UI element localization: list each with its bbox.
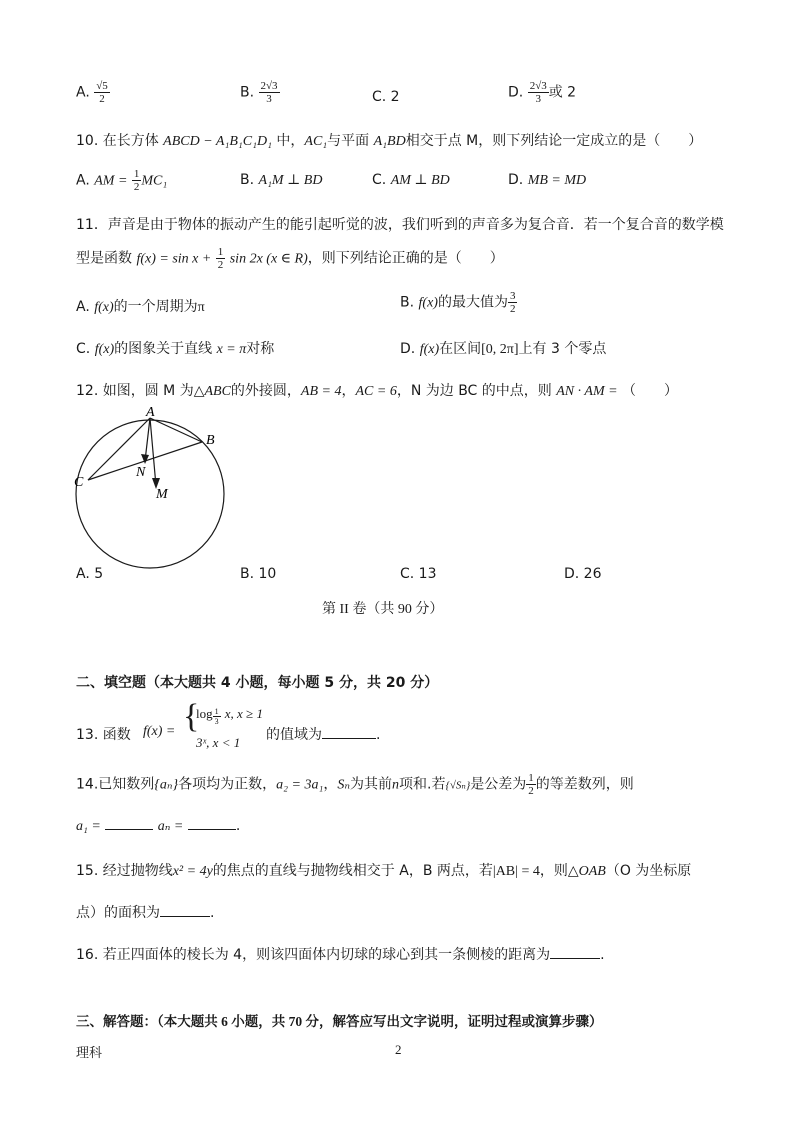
label-b: B — [206, 433, 215, 448]
q14-answers: a₁ = aₙ = . — [76, 818, 241, 834]
label-c: C — [74, 475, 84, 490]
side-ab — [150, 418, 202, 442]
q12-option-d: D. 26 — [564, 566, 602, 582]
q12-stem: 12. 如图，圆 M 为△ABC的外接圆，AB = 4，AC = 6，N 为边 BC 的中点，则 AN · AM = （ ） — [76, 383, 679, 399]
q11-option-d: D. f(x)在区间[0, 2π]上有 3 个零点 — [400, 341, 607, 357]
q10-option-a: A. AM = $\frac{1}{2}$ MC₁ — [76, 168, 168, 193]
label-m: M — [156, 487, 168, 502]
page-number: 2 — [395, 1042, 402, 1057]
q15-answer-blank[interactable] — [160, 916, 210, 917]
q13-f: f(x) = — [143, 724, 176, 739]
q12-option-a: A. 5 — [76, 566, 104, 582]
q11-line1: 11．声音是由于物体的振动产生的能引起听觉的波，我们听到的声音多为复合音．若一个复合音的数学模 — [76, 217, 724, 233]
footer-subject: 理科 — [76, 1045, 103, 1060]
q12-option-c: C. 13 — [400, 566, 437, 582]
q10-option-c: C. AM ⊥ BD — [372, 172, 450, 188]
q10-stem: 10. 在长方体 ABCD − A₁B₁C₁D₁ 中，AC₁与平面 A₁BD相交于点 M，则下列结论一定成立的是（ ） — [76, 133, 703, 149]
q13-answer-blank[interactable] — [322, 738, 376, 739]
q11-option-b: B. f(x)的最大值为 $\frac{3}{2}$ — [400, 290, 516, 315]
vector-am — [150, 418, 156, 486]
section-fill-heading: 二、填空题（本大题共 4 小题，每小题 5 分，共 20 分） — [76, 675, 439, 691]
label-n: N — [136, 465, 146, 480]
q14-a1-blank[interactable] — [105, 829, 153, 830]
q14-stem: 14.已知数列{aₙ}各项均为正数，a₂ = 3a₁，Sₙ为其前n项和.若{√Sₙ}是公差为 $\frac{1}{2}$ 的等差数列，则 — [76, 772, 634, 797]
q12-option-b: B. 10 — [240, 566, 277, 582]
q10-option-b: B. A₁M ⊥ BD — [240, 172, 323, 188]
section-2-title: 第 II 卷（共 90 分） — [322, 602, 444, 617]
q11-option-c: C. f(x)的图象关于直线 x = π对称 — [76, 341, 275, 357]
q9-option-a: A. $\frac{√5}{2}$ — [76, 80, 108, 105]
q9-option-b: B. $\frac{2√3}{3}$ — [240, 80, 278, 105]
q11-option-a: A. f(x)的一个周期为π — [76, 299, 205, 315]
q16-stem: 16. 若正四面体的棱长为 4，则该四面体内切球的球心到其一条侧棱的距离为 . — [76, 947, 605, 963]
q15-stem: 15. 经过抛物线x² = 4y的焦点的直线与抛物线相交于 A，B 两点，若|AB| = 4，则△OAB（O 为坐标原 — [76, 863, 692, 879]
q13-case2: 3ˣ, x < 1 — [196, 735, 241, 750]
q13-case1: log $\frac{1}{3}$ x, x ≥ 1 — [196, 706, 263, 726]
q16-answer-blank[interactable] — [550, 958, 600, 959]
q14-an-blank[interactable] — [188, 829, 236, 830]
label-a: A — [146, 405, 155, 420]
q13-brace: { — [183, 698, 200, 735]
q9-option-c: C. 2 — [372, 89, 400, 105]
vector-an — [145, 418, 150, 461]
q11-line2: 型是函数 f(x) = sin x + $\frac{1}{2}$ sin 2x (x ∈ R)，则下列结论正确的是（ ） — [76, 246, 504, 271]
q15-line2: 点）的面积为 . — [76, 905, 215, 921]
q12-figure — [70, 402, 230, 572]
q13-pre: 13. 函数 — [76, 727, 131, 743]
q9-option-d: D. $\frac{2√3}{3}$ 或 2 — [508, 80, 577, 105]
q10-option-d: D. MB = MD — [508, 172, 587, 188]
section-solve-heading: 三、解答题：（本大题共 6 小题，共 70 分，解答应写出文字说明，证明过程或演算步骤） — [76, 1014, 603, 1029]
q13-tail: 的值域为 . — [266, 727, 381, 743]
